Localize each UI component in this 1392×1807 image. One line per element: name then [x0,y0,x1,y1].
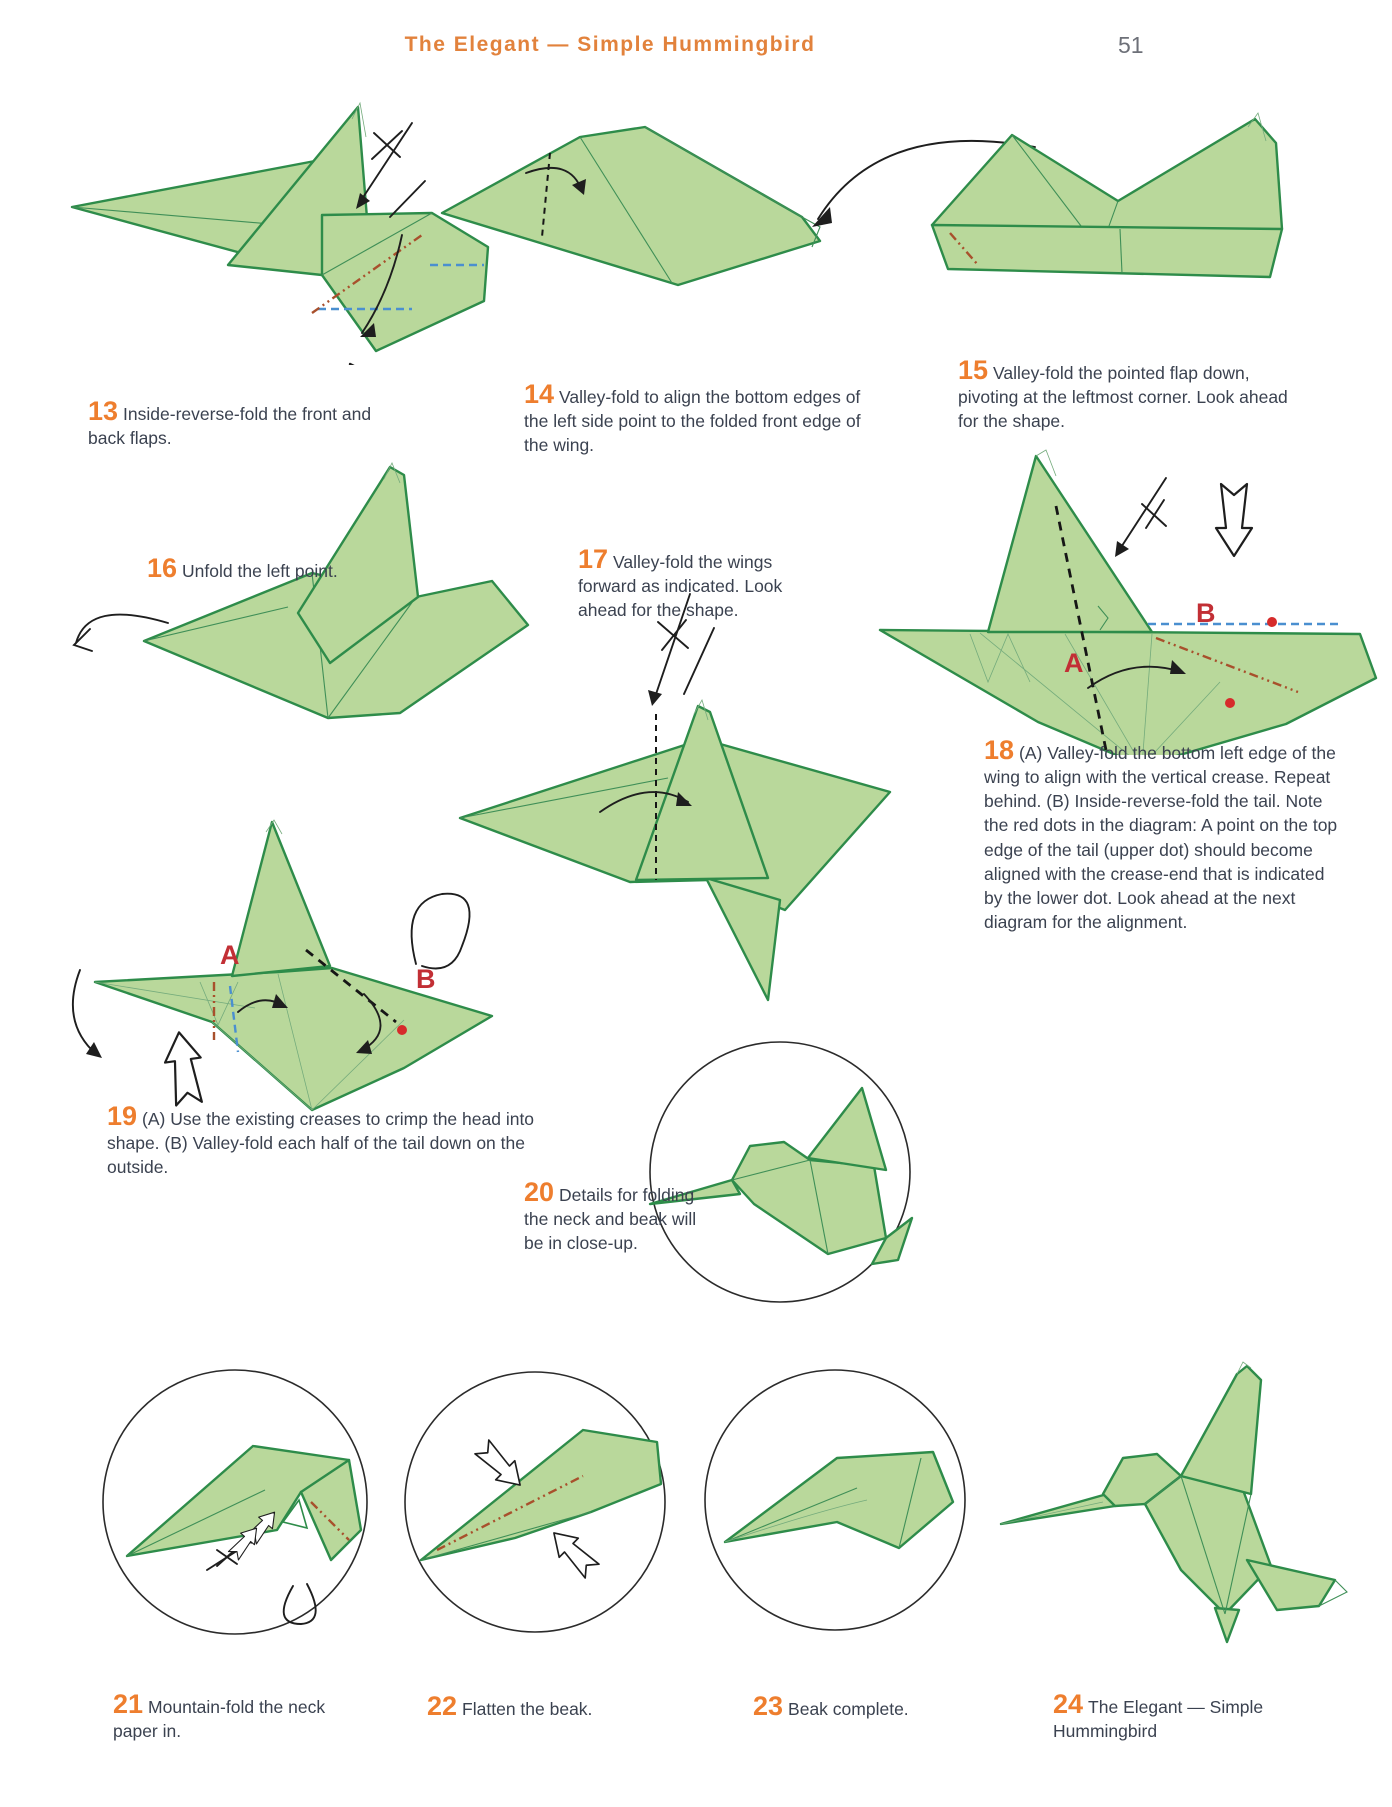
push-arrow-icon [334,355,401,365]
step-20-caption: 20 Details for folding the neck and beak will be in close-up. [524,1177,697,1254]
push-arrow-icon [161,1030,207,1106]
step-21-diagram [95,1360,375,1645]
step-14-caption: 14 Valley-fold to align the bottom edges of the left side point to the folded front edge of the wing. [524,379,861,456]
step-16-caption: 16 Unfold the left point. [147,553,338,583]
step-20-number: 20 [524,1177,555,1207]
step-23-number: 23 [753,1691,784,1721]
step-18-caption: 18 (A) Valley-fold the bottom left edge of the wing to align with the vertical crease. Repeat behind. (B) Inside-reverse-fold the tail. Note the red dots in the diagram: A point on the top edge of the tail (upper dot) should become aligned with the crease-end that is indicated by the lower dot. Look ahead at the next diagram for the alignment. [984,735,1338,932]
step-13-number: 13 [88,396,119,426]
step-15-caption: 15 Valley-fold the pointed flap down, pivoting at the leftmost corner. Look ahead for the shape. [958,355,1288,432]
step-24-number: 24 [1053,1689,1084,1719]
step-17-number: 17 [578,544,609,574]
lower-red-dot [1225,698,1235,708]
label-a: A [220,940,240,970]
step-13-diagram [60,95,490,365]
x-fold-arrow-icon [1115,478,1166,557]
upper-red-dot [1267,617,1277,627]
step-22-number: 22 [427,1691,458,1721]
step-24-diagram [985,1352,1355,1682]
red-dot [397,1025,407,1035]
step-19-diagram [60,720,545,1150]
step-19-number: 19 [107,1101,138,1131]
step-24-caption: 24 The Elegant — Simple Hummingbird [1053,1689,1264,1742]
step-18-diagram [860,420,1385,755]
push-arrow-icon [1216,484,1252,556]
label-b: B [1196,598,1216,628]
step-21-caption: 21 Mountain-fold the neck paper in. [113,1689,326,1742]
step-21-number: 21 [113,1689,144,1719]
step-20-diagram [620,1032,940,1317]
step-23-caption: 23 Beak complete. [753,1691,909,1721]
step-18-number: 18 [984,735,1015,765]
page-title: The Elegant — Simple Hummingbird [404,33,816,56]
step-23-diagram [695,1360,975,1645]
step-16-number: 16 [147,553,178,583]
step-17-caption: 17 Valley-fold the wings forward as indicated. Look ahead for the shape. [578,544,783,621]
push-arrow-icon [544,1523,601,1580]
label-a: A [1064,648,1084,678]
step-19-caption: 19 (A) Use the existing creases to crimp the head into shape. (B) Valley-fold each half of the tail down on the outside. [107,1101,535,1178]
step-14-number: 14 [524,379,555,409]
step-14-diagram [430,115,825,320]
step-22-diagram [395,1360,675,1645]
label-b: B [416,964,436,994]
step-15-diagram [800,105,1325,340]
step-15-number: 15 [958,355,989,385]
step-22-caption: 22 Flatten the beak. [427,1691,593,1721]
loop-arrow-icon [412,894,470,969]
x-fold-arrow-icon [356,123,425,217]
loop-arrow-icon [284,1584,316,1624]
page-number: 51 [1118,32,1144,58]
step-13-caption: 13 Inside-reverse-fold the front and back flaps. [88,396,372,449]
